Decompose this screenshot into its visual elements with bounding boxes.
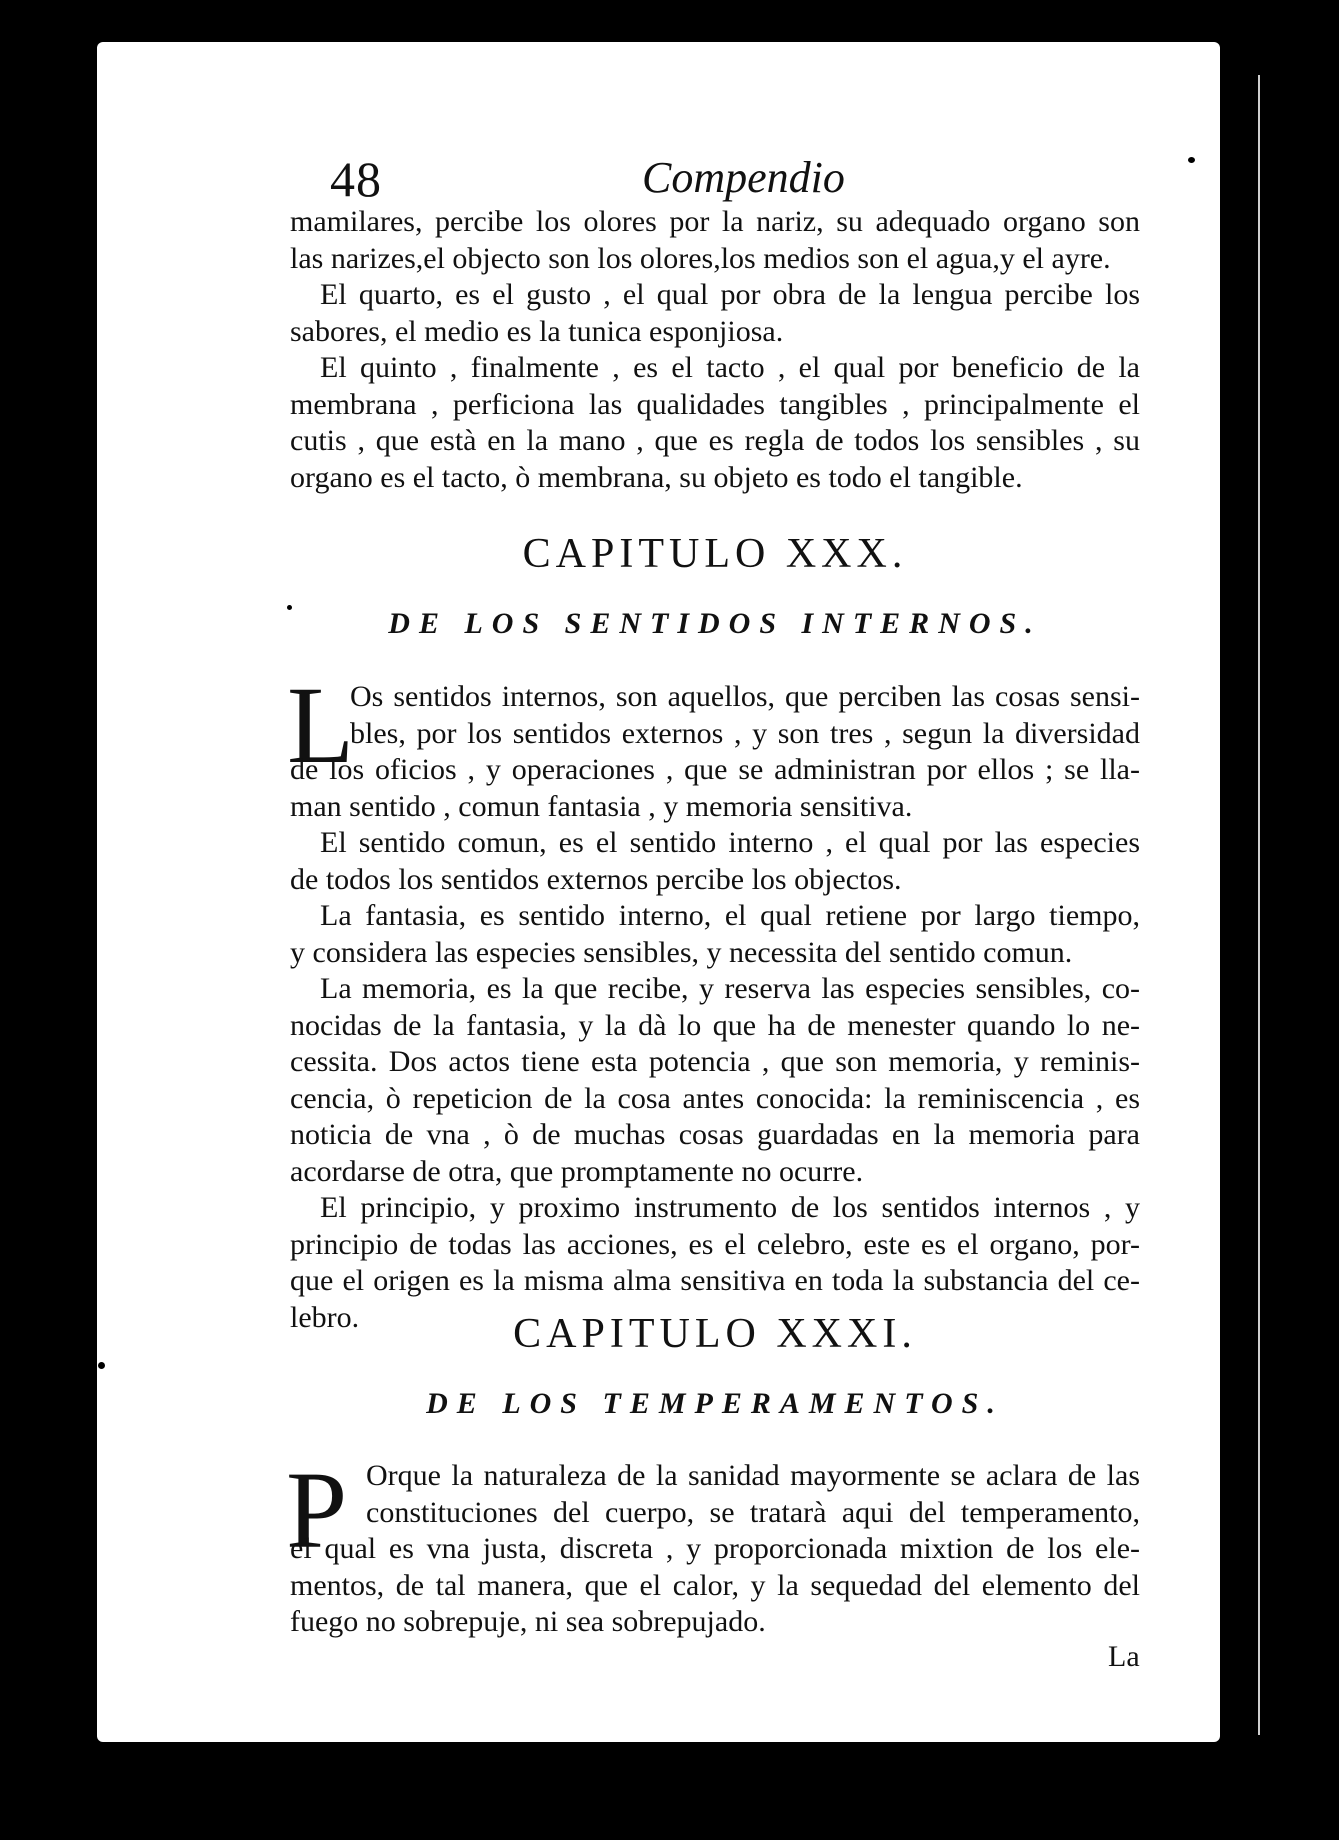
text-line: y considera las especies sensibles, y necessita del sentido comun.	[290, 935, 1073, 969]
chapter-31-first-lines	[366, 1458, 1140, 1531]
chapter-subtitle: DE LOS TEMPERAMENTOS.	[426, 1387, 1004, 1420]
text-line: cencia, ò repeticion de la cosa antes conocida: la reminiscencia , es	[290, 1081, 1140, 1115]
chapter-heading: CAPITULO XXXI.	[513, 1311, 917, 1357]
running-header	[320, 150, 1160, 210]
running-title: Compendio	[642, 153, 845, 202]
chapter-31-text-block	[290, 1531, 1140, 1641]
text-line: las narizes,el objecto son los olores,los medios son el agua,y el ayre.	[290, 241, 1111, 275]
chapter-heading: CAPITULO XXX.	[522, 531, 908, 577]
text-line: el qual es vna justa, discreta , y proporcionada mixtion de los ele-	[290, 1532, 1140, 1565]
page-number: 48	[330, 151, 382, 207]
text-line: lebro.	[290, 1300, 360, 1334]
text-line: Os sentidos internos, son aquellos, que perciben las cosas sensi-	[350, 680, 1140, 713]
text-line: nocidas de la fantasia, y la dà lo que ha de menester quando lo ne-	[290, 1008, 1140, 1042]
ink-speck	[98, 1362, 105, 1369]
text-line: acordarse de otra, que promptamente no ocurre.	[290, 1154, 864, 1188]
text-line: de los oficios , y operaciones , que se administran por ellos ; se lla-	[290, 753, 1140, 786]
text-line: que el origen es la misma alma sensitiva en toda la substancia del ce-	[290, 1264, 1140, 1297]
drop-cap: P	[286, 1449, 348, 1571]
text-line: organo es el tacto, ò membrana, su objeto es todo el tangible.	[290, 460, 1023, 494]
chapter-30-first-lines	[350, 679, 1140, 752]
text-line: La fantasia, es sentido interno, el qual retiene por largo tiempo,	[320, 899, 1140, 932]
text-line: constituciones del cuerpo, se tratarà aqui del temperamento,	[366, 1495, 1140, 1529]
text-line: El quarto, es el gusto , el qual por obra de la lengua percibe los	[320, 278, 1140, 311]
facing-page-line	[1258, 75, 1260, 1735]
text-line: cutis , que està en la mano , que es regla de todos los sensibles , su	[290, 424, 1140, 457]
text-line: man sentido , comun fantasia , y memoria sensitiva.	[290, 789, 913, 823]
text-line: fuego no sobrepuje, ni sea sobrepujado.	[290, 1605, 766, 1638]
text-line: principio de todas las acciones, es el celebro, este es el organo, por-	[290, 1227, 1140, 1261]
ink-speck	[1188, 157, 1195, 163]
facing-page-edge	[1256, 70, 1339, 1740]
text-line: cessita. Dos actos tiene esta potencia , que son memoria, y reminis-	[290, 1045, 1140, 1078]
top-text-block	[290, 204, 1140, 496]
text-line: El sentido comun, es el sentido interno , el qual por las especies	[320, 826, 1140, 859]
text-line: mentos, de tal manera, que el calor, y la sequedad del elemento del	[290, 1568, 1140, 1602]
catchword: La	[1108, 1640, 1140, 1673]
text-line: sabores, el medio es la tunica esponjiosa.	[290, 314, 784, 348]
drop-cap: L	[287, 664, 355, 786]
text-line: La memoria, es la que recibe, y reserva las especies sensibles, co-	[320, 972, 1140, 1005]
text-line: noticia de vna , ò de muchas cosas guardadas en la memoria para	[290, 1118, 1140, 1151]
text-line: El principio, y proximo instrumento de los sentidos internos , y	[320, 1191, 1140, 1224]
chapter-subtitle: DE LOS SENTIDOS INTERNOS.	[388, 607, 1042, 640]
text-line: bles, por los sentidos externos , y son tres , segun la diversidad	[350, 716, 1140, 750]
text-line: de todos los sentidos externos percibe los objectos.	[290, 862, 902, 896]
text-line: Orque la naturaleza de la sanidad mayormente se aclara de las	[366, 1459, 1140, 1492]
text-line: El quinto , finalmente , es el tacto , el qual por beneficio de la	[320, 351, 1140, 384]
text-line: membrana , perficiona las qualidades tangibles , principalmente el	[290, 387, 1140, 421]
text-line: mamilares, percibe los olores por la nariz, su adequado organo son	[290, 205, 1140, 238]
chapter-30-text-block	[290, 752, 1140, 1336]
